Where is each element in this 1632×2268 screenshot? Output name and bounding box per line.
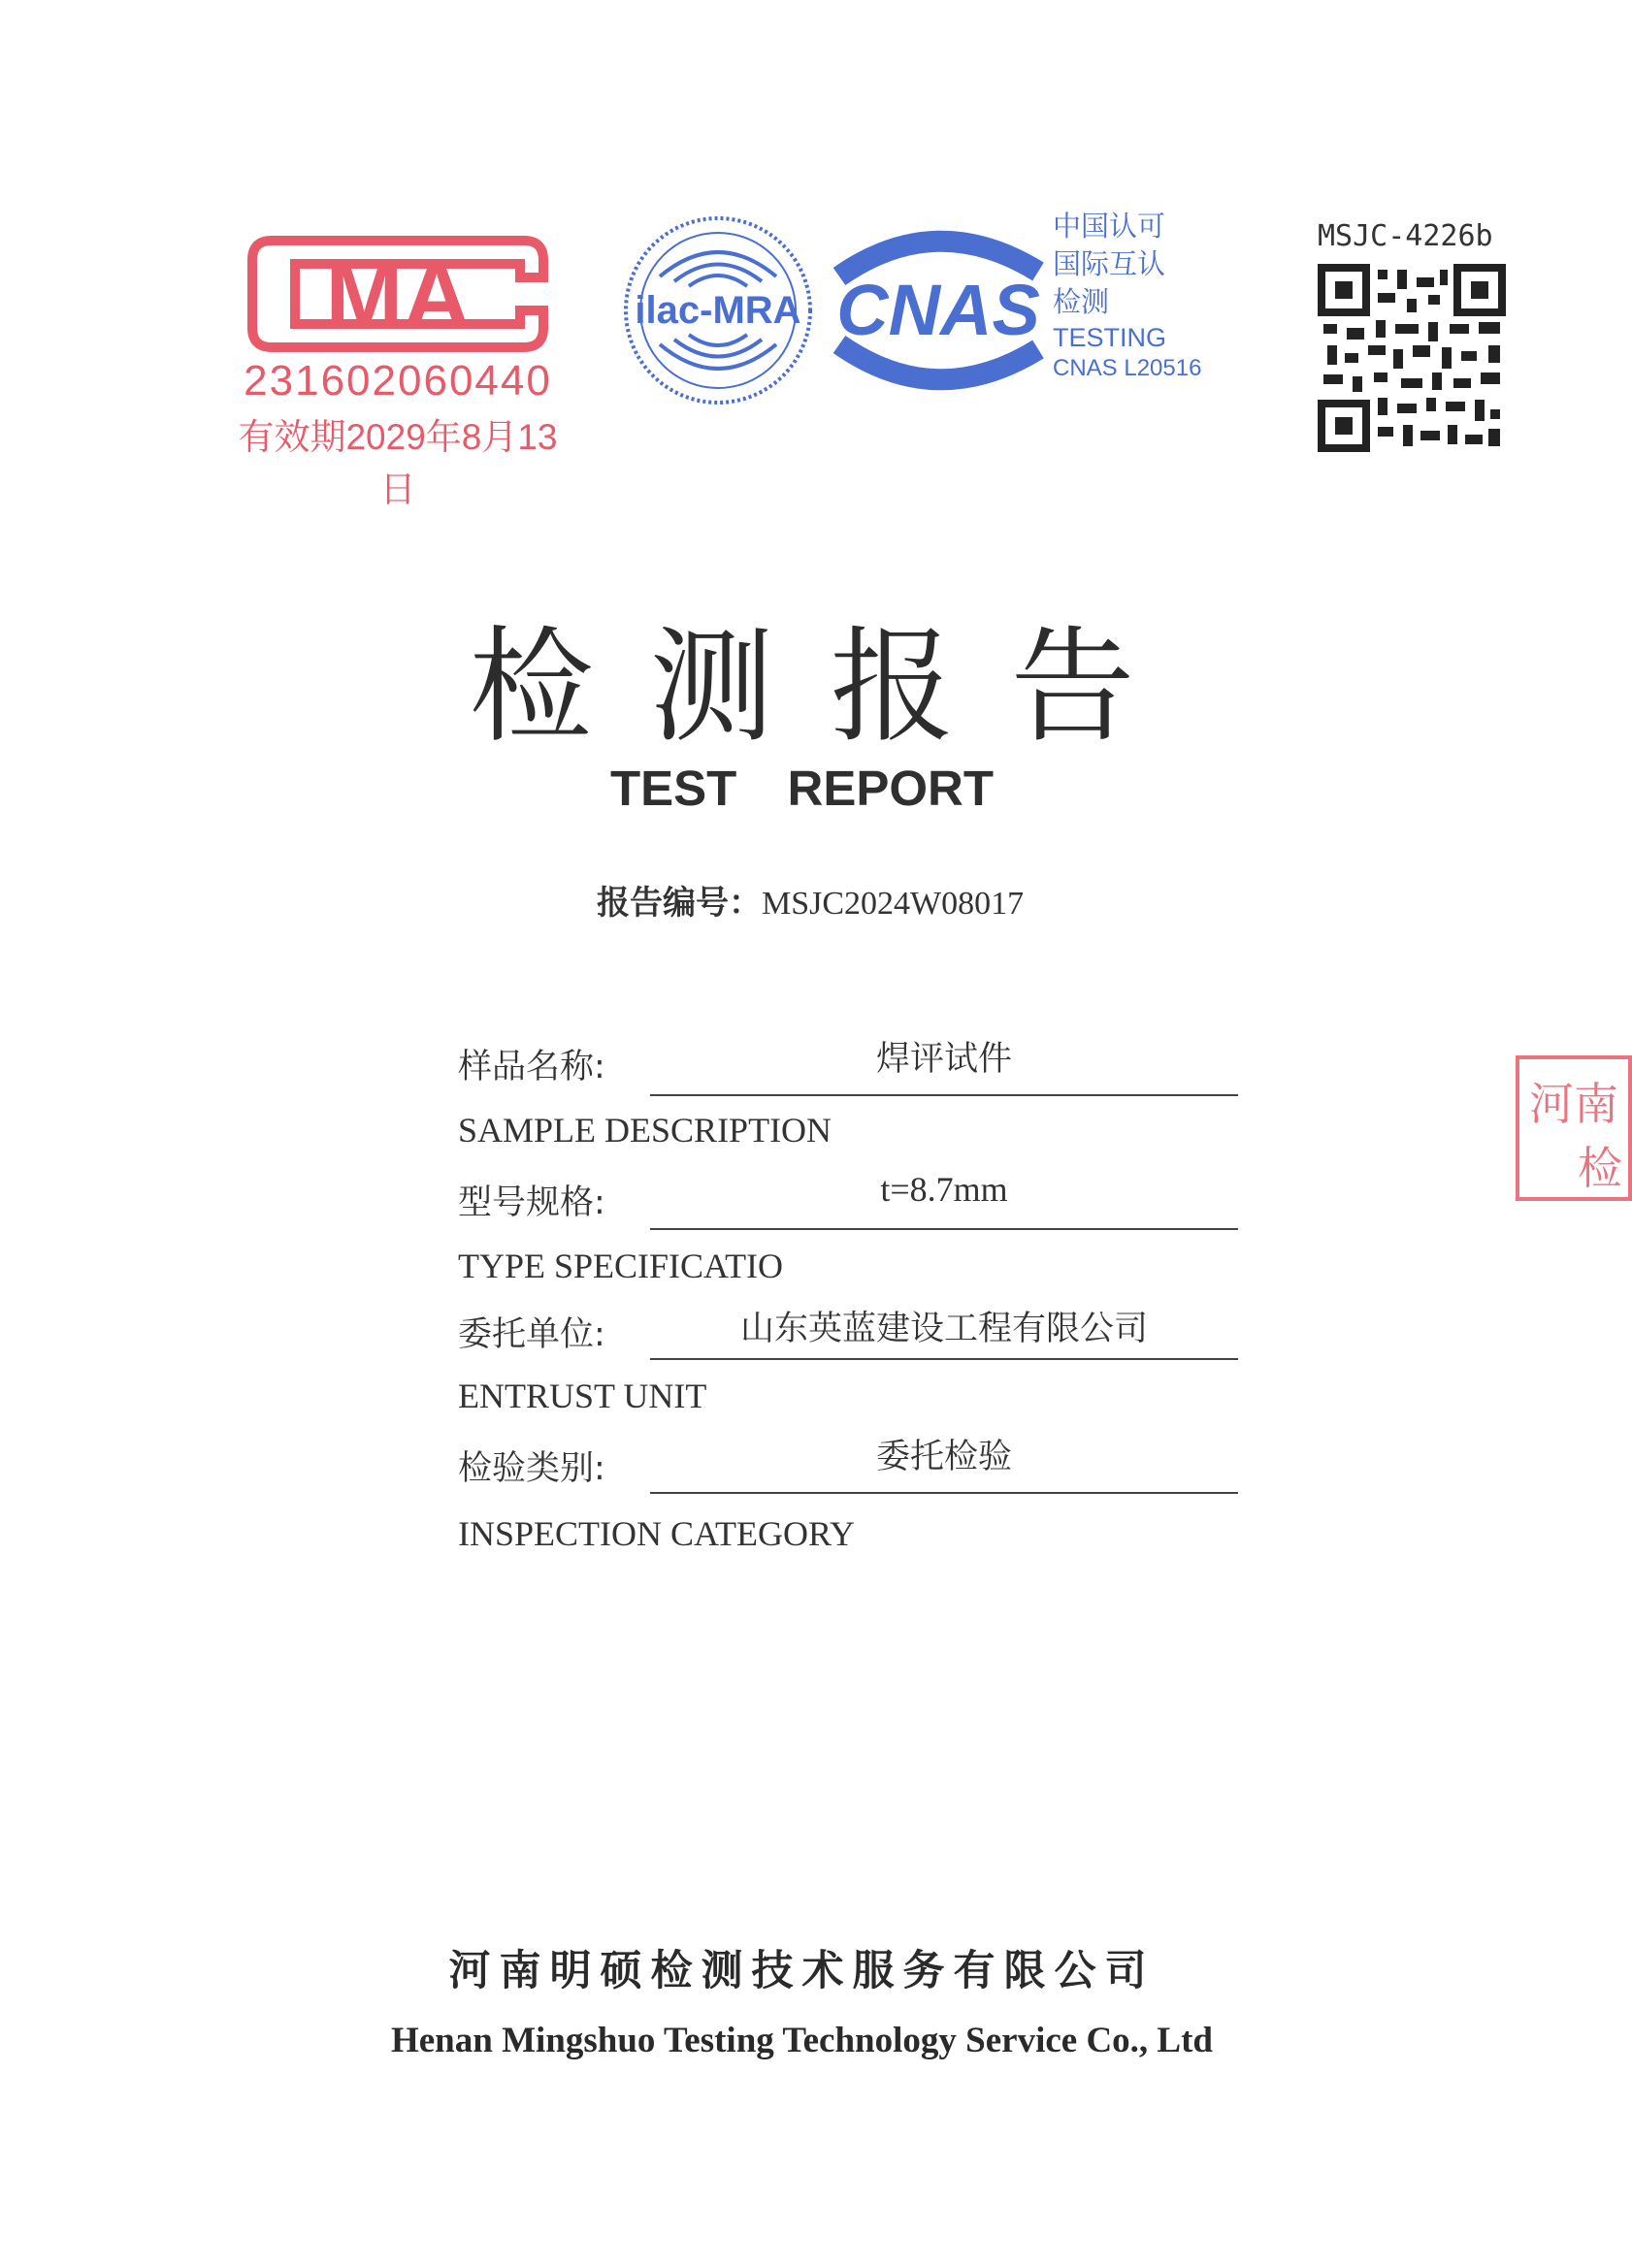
inspection-category-label: 检验类别: — [458, 1449, 605, 1488]
qr-code-label: MSJC-4226b — [1318, 219, 1493, 253]
qr-code-icon — [1318, 264, 1506, 452]
company-name-cn: 河南明硕检测技术服务有限公司 — [448, 1947, 1156, 1995]
cnas-line-3: 检测 — [1053, 287, 1110, 318]
red-seal-stamp: 河南 检 — [1516, 1055, 1632, 1201]
cma-logo-icon — [233, 221, 563, 357]
cnas-line-2: 国际互认 — [1053, 249, 1166, 280]
cma-mark — [233, 221, 563, 509]
type-spec-label: 型号规格: — [458, 1183, 605, 1222]
inspection-category-underline — [650, 1492, 1238, 1494]
entrust-unit-value: 山东英蓝建设工程有限公司 — [739, 1310, 1148, 1348]
cnas-accreditation-number: CNAS L20516 — [1053, 355, 1202, 381]
svg-text:ilac-MRA: ilac-MRA — [635, 289, 801, 332]
ilac-mra-logo-icon — [621, 209, 815, 412]
cnas-logo-icon — [820, 218, 1058, 403]
page-title-cn: 检测报告 — [469, 615, 1191, 760]
cnas-line-4: TESTING — [1053, 323, 1167, 352]
svg-text:CNAS: CNAS — [836, 270, 1040, 350]
type-spec-value: t=8.7mm — [880, 1170, 1008, 1209]
company-name-en: Henan Mingshuo Testing Technology Service Co., Ltd — [390, 2021, 1214, 2060]
entrust-unit-en-label: ENTRUST UNIT — [458, 1377, 707, 1415]
inspection-category-en-label: INSPECTION CATEGORY — [458, 1514, 856, 1553]
sample-name-label: 样品名称: — [458, 1048, 605, 1086]
svg-text:MA: MA — [325, 244, 471, 348]
cnas-info — [1053, 209, 1218, 403]
report-number-value: MSJC2024W08017 — [762, 886, 1025, 922]
report-number — [597, 876, 1024, 923]
report-number-label: 报告编号： — [597, 884, 762, 923]
cnas-line-1: 中国认可 — [1053, 211, 1166, 243]
cma-number: 231602060440 — [244, 357, 552, 405]
inspection-category-value: 委托检验 — [875, 1438, 1012, 1476]
entrust-unit-label: 委托单位: — [458, 1315, 605, 1354]
cma-validity: 有效期2029年8月13日 — [238, 417, 558, 509]
type-specification-label: TYPE SPECIFICATIO — [458, 1247, 784, 1285]
page-title-en: TEST REPORT — [609, 761, 995, 816]
type-spec-underline — [650, 1228, 1238, 1230]
cnas-mark — [820, 218, 1058, 403]
ilac-mra-mark — [621, 209, 815, 412]
entrust-unit-underline — [650, 1358, 1238, 1360]
sample-name-value: 焊评试件 — [875, 1040, 1012, 1079]
sample-description-label: SAMPLE DESCRIPTION — [458, 1111, 832, 1150]
sample-name-underline — [650, 1094, 1238, 1096]
